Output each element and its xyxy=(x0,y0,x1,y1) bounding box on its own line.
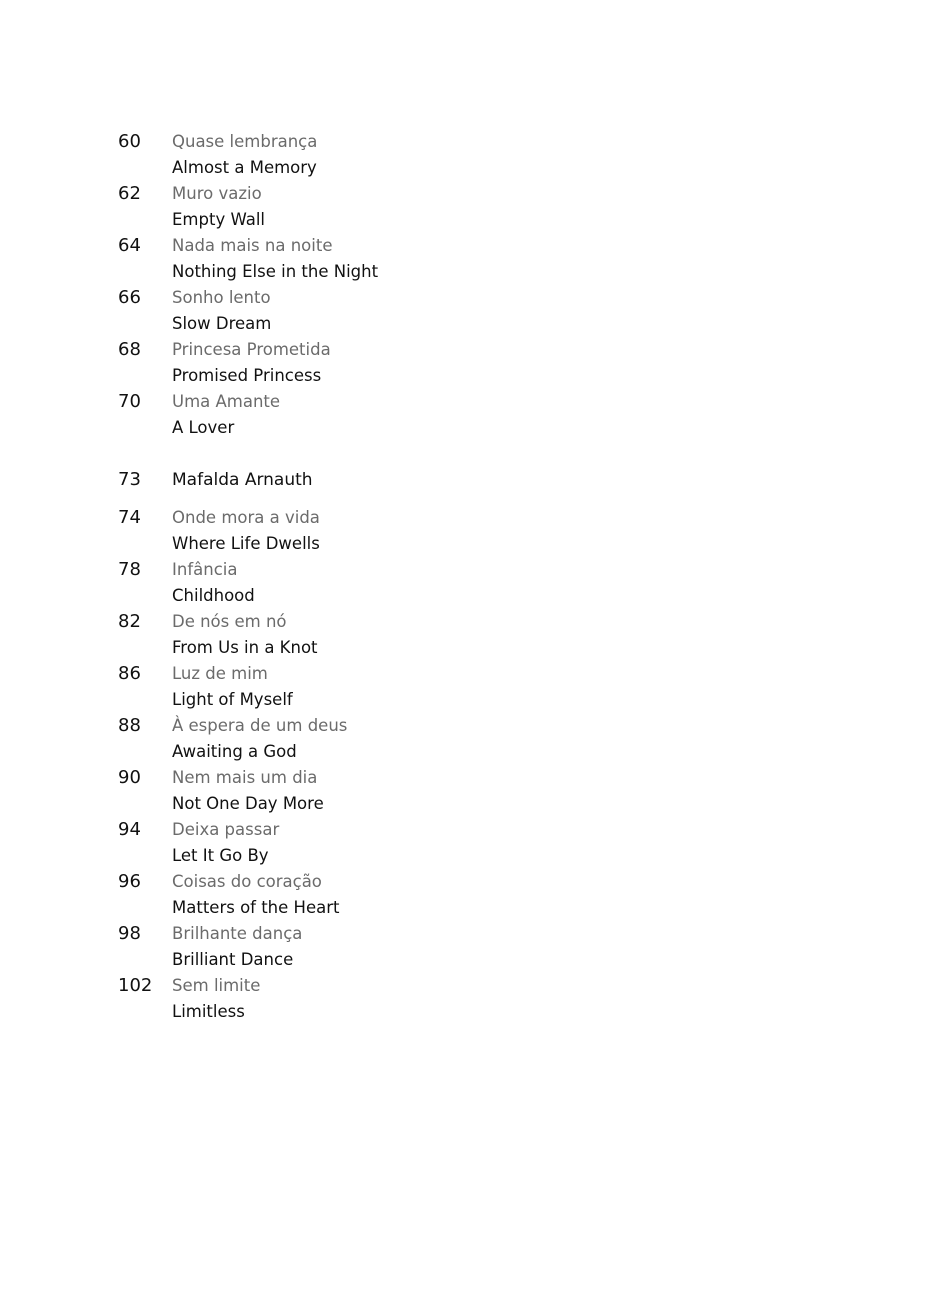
original-title: Quase lembrança xyxy=(172,132,318,151)
translated-title: Slow Dream xyxy=(172,314,272,333)
page-number: 98 xyxy=(118,923,141,944)
toc-entry[interactable] xyxy=(118,337,818,389)
original-title: À espera de um deus xyxy=(172,716,348,735)
toc-entry[interactable] xyxy=(118,765,818,817)
toc-entry[interactable] xyxy=(118,869,818,921)
toc-entry[interactable] xyxy=(118,921,818,973)
toc-entry[interactable] xyxy=(118,973,818,1025)
translated-title: Almost a Memory xyxy=(172,158,317,177)
toc-entry[interactable] xyxy=(118,609,818,661)
toc-entry[interactable] xyxy=(118,557,818,609)
entry-titles xyxy=(172,285,271,337)
entry-titles xyxy=(172,973,260,1025)
page-number: 96 xyxy=(118,871,141,892)
original-title: Sem limite xyxy=(172,976,261,995)
entry-titles xyxy=(172,337,331,389)
translated-title: Childhood xyxy=(172,586,255,605)
translated-title: From Us in a Knot xyxy=(172,638,318,657)
toc-entry[interactable] xyxy=(118,233,818,285)
entry-titles xyxy=(172,557,255,609)
section-heading[interactable] xyxy=(118,467,818,493)
page-number: 70 xyxy=(118,391,141,412)
entry-titles xyxy=(172,921,302,973)
original-title: Princesa Prometida xyxy=(172,340,331,359)
page-number: 94 xyxy=(118,819,141,840)
translated-title: Limitless xyxy=(172,1002,245,1021)
entry-titles xyxy=(172,713,347,765)
translated-title: Matters of the Heart xyxy=(172,898,340,917)
entry-titles xyxy=(172,661,293,713)
table-of-contents xyxy=(118,129,818,1025)
toc-entry[interactable] xyxy=(118,129,818,181)
translated-title: Let It Go By xyxy=(172,846,269,865)
toc-entry[interactable] xyxy=(118,817,818,869)
entry-titles xyxy=(172,609,318,661)
page-number: 88 xyxy=(118,715,141,736)
original-title: Brilhante dança xyxy=(172,924,303,943)
page-number: 64 xyxy=(118,235,141,256)
page-number: 74 xyxy=(118,507,141,528)
translated-title: Where Life Dwells xyxy=(172,534,320,553)
entry-titles xyxy=(172,181,265,233)
entry-titles xyxy=(172,869,339,921)
translated-title: Nothing Else in the Night xyxy=(172,262,379,281)
toc-entry[interactable] xyxy=(118,285,818,337)
page-number: 66 xyxy=(118,287,141,308)
toc-entry[interactable] xyxy=(118,181,818,233)
page-number: 82 xyxy=(118,611,141,632)
translated-title: Brilliant Dance xyxy=(172,950,294,969)
original-title: Uma Amante xyxy=(172,392,281,411)
toc-entry[interactable] xyxy=(118,389,818,441)
translated-title: Awaiting a God xyxy=(172,742,297,761)
translated-title: Light of Myself xyxy=(172,690,293,709)
original-title: Sonho lento xyxy=(172,288,271,307)
page-number: 62 xyxy=(118,183,141,204)
translated-title: A Lover xyxy=(172,418,235,437)
original-title: Muro vazio xyxy=(172,184,262,203)
entry-titles xyxy=(172,817,279,869)
page-number: 86 xyxy=(118,663,141,684)
page-number: 78 xyxy=(118,559,141,580)
section-page-number: 73 xyxy=(118,469,141,490)
translated-title: Promised Princess xyxy=(172,366,322,385)
entry-titles xyxy=(172,505,320,557)
original-title: Nem mais um dia xyxy=(172,768,318,787)
original-title: Luz de mim xyxy=(172,664,268,683)
entry-titles xyxy=(172,233,378,285)
original-title: Onde mora a vida xyxy=(172,508,320,527)
page-number: 68 xyxy=(118,339,141,360)
original-title: Deixa passar xyxy=(172,820,280,839)
toc-entry[interactable] xyxy=(118,713,818,765)
original-title: Coisas do coração xyxy=(172,872,322,891)
entry-titles xyxy=(172,129,317,181)
toc-entry[interactable] xyxy=(118,505,818,557)
section-name: Mafalda Arnauth xyxy=(172,470,313,490)
toc-entry[interactable] xyxy=(118,661,818,713)
translated-title: Not One Day More xyxy=(172,794,324,813)
page-number: 90 xyxy=(118,767,141,788)
entry-titles xyxy=(172,765,324,817)
page-number: 102 xyxy=(118,975,153,996)
translated-title: Empty Wall xyxy=(172,210,265,229)
page-number: 60 xyxy=(118,131,141,152)
entry-titles xyxy=(172,389,280,441)
original-title: De nós em nó xyxy=(172,612,287,631)
original-title: Nada mais na noite xyxy=(172,236,333,255)
original-title: Infância xyxy=(172,560,238,579)
